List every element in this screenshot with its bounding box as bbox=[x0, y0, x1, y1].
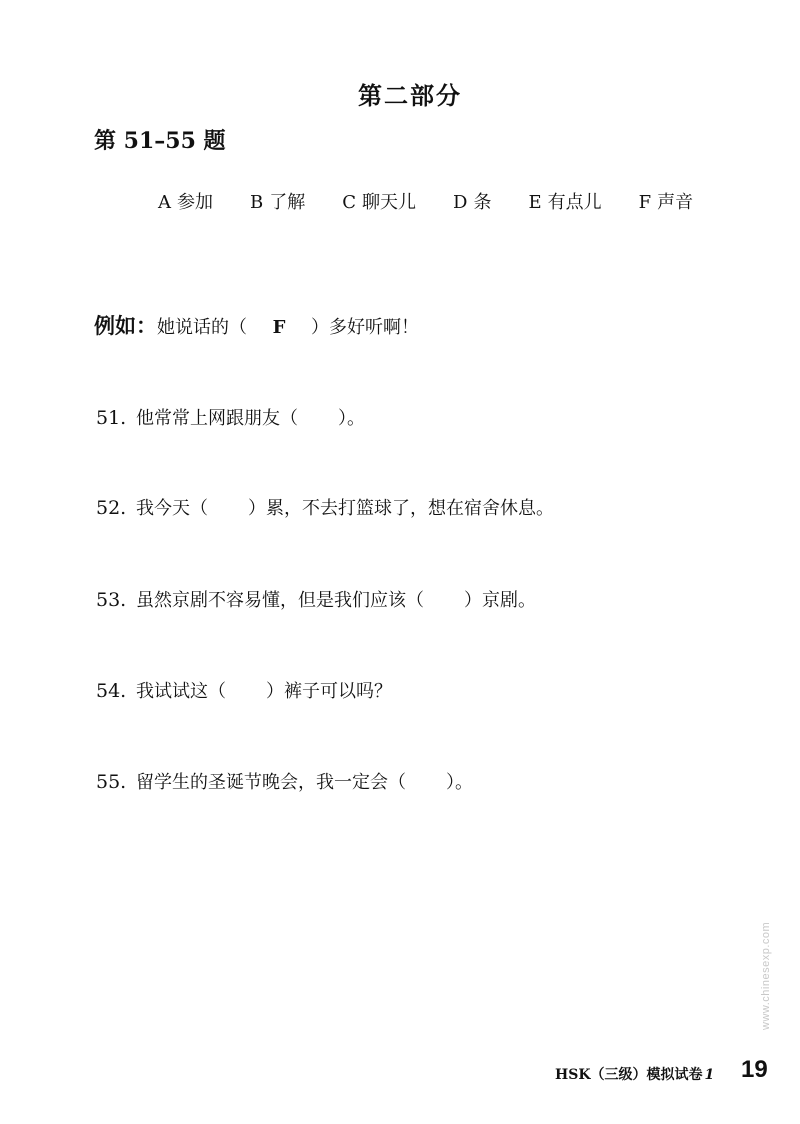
answer-options bbox=[158, 188, 730, 214]
question-text-after: ）。 bbox=[446, 772, 473, 793]
question-text-before: 我今天（ bbox=[136, 498, 208, 519]
option-c bbox=[342, 188, 416, 214]
question-text-before: 留学生的圣诞节晚会，我一定会（ bbox=[136, 772, 406, 793]
question-text-before: 我试试这（ bbox=[136, 681, 226, 702]
question-number: 54. bbox=[96, 680, 127, 702]
question-text-after: ）裤子可以吗？ bbox=[266, 681, 392, 702]
example-text-before: 她说话的（ bbox=[157, 317, 247, 338]
footer-text: HSK（三级）模拟试卷 bbox=[555, 1067, 703, 1083]
example-sentence bbox=[94, 310, 419, 340]
section-title: 第二部分 bbox=[358, 81, 462, 110]
question-text-after: ）累，不去打篮球了，想在宿舍休息。 bbox=[248, 498, 554, 519]
option-e bbox=[528, 188, 601, 214]
option-letter: A bbox=[158, 192, 171, 213]
question-number: 51. bbox=[96, 407, 127, 429]
option-letter: C bbox=[342, 192, 357, 213]
option-text: 条 bbox=[473, 192, 492, 213]
footer-paper-number: 1 bbox=[704, 1067, 715, 1083]
question-range-title: 第 51–55 题 bbox=[94, 128, 226, 154]
option-letter: D bbox=[453, 192, 468, 213]
question-text-after: ）。 bbox=[338, 408, 365, 429]
option-f bbox=[639, 188, 694, 214]
option-text: 了解 bbox=[269, 192, 306, 213]
question-54 bbox=[96, 677, 392, 703]
option-letter: E bbox=[528, 192, 542, 213]
question-51 bbox=[96, 404, 365, 430]
option-text: 参加 bbox=[177, 192, 213, 213]
question-55 bbox=[96, 768, 473, 794]
question-52 bbox=[96, 494, 554, 520]
option-letter: F bbox=[638, 192, 652, 213]
question-53 bbox=[96, 586, 536, 612]
question-text-after: ）京剧。 bbox=[464, 590, 536, 611]
example-lead: 例如： bbox=[94, 313, 157, 338]
question-number: 52. bbox=[96, 497, 127, 519]
option-text: 有点儿 bbox=[547, 192, 602, 213]
question-text-before: 他常常上网跟朋友（ bbox=[136, 408, 298, 429]
option-b bbox=[250, 188, 305, 214]
footer-label bbox=[555, 1064, 714, 1084]
example-text-after: ）多好听啊！ bbox=[311, 317, 419, 338]
option-a bbox=[158, 188, 213, 214]
watermark: www.chinesexp.com bbox=[760, 921, 772, 1030]
question-number: 55. bbox=[96, 771, 127, 793]
option-text: 聊天儿 bbox=[362, 192, 417, 213]
question-text-before: 虽然京剧不容易懂，但是我们应该（ bbox=[136, 590, 424, 611]
option-text: 声音 bbox=[657, 192, 694, 213]
page-number: 19 bbox=[741, 1056, 768, 1083]
option-d bbox=[453, 188, 491, 214]
question-number: 53. bbox=[96, 589, 127, 611]
option-letter: B bbox=[250, 192, 264, 213]
example-answer: F bbox=[272, 317, 286, 338]
